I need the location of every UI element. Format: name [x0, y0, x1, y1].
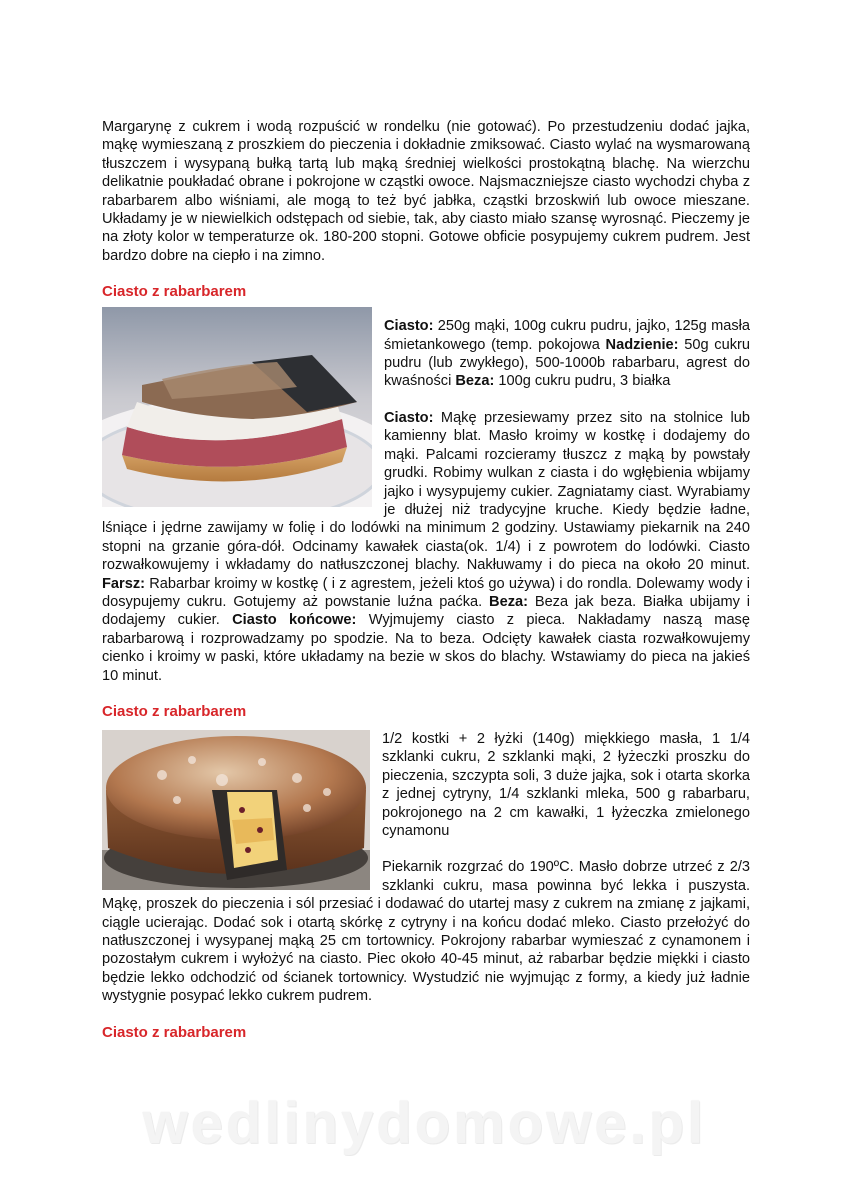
recipe1-ing-ciasto-label: Ciasto:	[384, 318, 434, 335]
recipe2-title: Ciasto z rabarbarem	[102, 702, 247, 720]
recipe2-ingredients: 1/2 kostki + 2 łyżki (140g) miękkiego masła, 1 1/4 szklanki cukru, 2 szklanki mąki, 2 łyżeczki proszku do pieczenia, szczypta soli, 3 duże jajka, sok i otarta skorka z jednej cytryny, 1/4 szklanki mleka, 500 g rabarbaru, pokrojonego na 2 cm kawałki, 1 łyżeczka zmielonego cynamonu	[382, 730, 750, 839]
document-page	[102, 118, 750, 1042]
rhubarb-meringue-slice-image	[102, 307, 372, 507]
recipe1-method-farsz-text: Rabarbar kroimy w kostkę ( i z agrestem, jeżeli ktoś go używa) i do rondla. Dolewamy wody i dosypujemy cukru. Gotujemy aż powstanie luźna paćka.	[102, 575, 750, 610]
recipe1-ing-beza-label: Beza:	[455, 373, 495, 390]
rhubarb-cake-image	[102, 730, 370, 890]
recipe1-method-beza-label: Beza:	[489, 593, 528, 610]
recipe1-ing-nadzienie-text: 50g cukru pudru (lub zwykłego), 500-1000b rabarbaru, agrest do kwaśności	[384, 336, 750, 390]
recipe2-method: Piekarnik rozgrzać do 190ºC. Masło dobrze utrzeć z 2/3 szklanki cukru, masa powinna być lekka i puszysta. Mąkę, proszek do pieczenia i sól przesiać i dodawać do utartej masy z cukrem na zmianę z jajkami, ciągle ucierając. Dodać sok i otartą skórkę z cytryny i na końcu dodać mleko. Ciasto przełożyć do natłuszczonej i wysypanej mąką 25 cm tortownicy. Pokrojony rabarbar wymieszać z cynamonem i pozostałym cukrem i wyłożyć na ciasto. Piec około 40-45 minut, aż rabarbar będzie miękki i ciasto będzie lekko odchodzić od ścianek tortownicy. Wystudzić nie wyjmując z formy, a kiedy już ładnie wystygnie posypać lekko cukrem pudrem.	[102, 859, 750, 1005]
recipe1-ing-ciasto-text: 250g mąki, 100g cukru pudru, jajko, 125g masła śmietankowego (temp. pokojowa	[384, 318, 750, 353]
recipe1-photo	[102, 307, 372, 507]
watermark: wedlinydomowe.pl	[142, 1091, 707, 1156]
recipe1-title: Ciasto z rabarbarem	[102, 283, 247, 301]
recipe1-ing-beza-text: 100g cukru pudru, 3 białka	[494, 373, 671, 390]
recipe1-method-ciasto-text: Mąkę przesiewamy przez sito na stolnice lub kamienny blat. Masło kroimy w kostkę i dodajemy do mąki. Palcami rozcieramy tłuszcz z mąką by powstały grudki. Robimy wulkan z ciasta i do wgłębienia wbijamy jajko i wysypujemy cukier. Zagniatamy ciast. Wyrabiamy je dłużej niż tradycyjne kruche. Kiedy będzie ładne, lśniące i jędrne zawijamy w folię i do lodówki na minimum 2 godziny. Ustawiamy piekarnik na 240 stopni na grzanie góra-dół. Odcinamy kawałek ciasta(ok. 1/4) i z powrotem do lodówki. Ciasto rozwałkowujemy i wkładamy do natłuszczonej blachy. Nakłuwamy i do pieca na około 20 minut.	[102, 409, 750, 574]
recipe1-method-farsz-label: Farsz:	[102, 575, 145, 592]
recipe1-ing-nadzienie-label: Nadzienie:	[605, 336, 679, 353]
recipe1-method-beza-text: Beza jak beza. Białka ubijamy i dodajemy cukier.	[102, 593, 750, 629]
intro-paragraph: Margarynę z cukrem i wodą rozpuścić w rondelku (nie gotować). Po przestudzeniu dodać jajka, mąkę wymieszaną z proszkiem do pieczenia i dokładnie zmiksować. Ciasto wylać na wysmarowaną tłuszczem i wysypaną bułką tartą lub mąką średniej wielkości prostokątną blachę. Na wierzchu delikatnie poukładać obrane i pokrojone w cząstki owoce. Najsmaczniejsze ciasto wychodzi chyba z rabarbarem albo wiśniami, ale mogą to też być jabłka, cząstki brzoskwiń lub owoce mieszane. Układamy je w niewielkich odstępach od siebie, tak, aby ciasto miało szansę wyrosnąć. Pieczemy je na złoty kolor w temperaturze ok. 180-200 stopni. Gotowe obficie posypujemy cukrem pudrem. Jest bardzo dobre na ciepło i na zimno.	[102, 119, 750, 264]
recipe1-method-koncowe-label: Ciasto końcowe:	[232, 612, 357, 629]
recipe1-method-koncowe-text: Wyjmujemy ciasto z pieca. Nakładamy naszą masę rabarbarową i rozprowadzamy po spodzie. Na to beza. Odcięty kawałek ciasta rozwałkowujemy cienko i kroimy w paski, które układamy na bezie w skos do blachy. Wstawiamy do pieca na jakieś 10 minut.	[102, 612, 750, 684]
recipe2-photo	[102, 730, 370, 890]
recipe3-title: Ciasto z rabarbarem	[102, 1023, 247, 1041]
recipe1-method-ciasto-label: Ciasto:	[384, 409, 434, 426]
